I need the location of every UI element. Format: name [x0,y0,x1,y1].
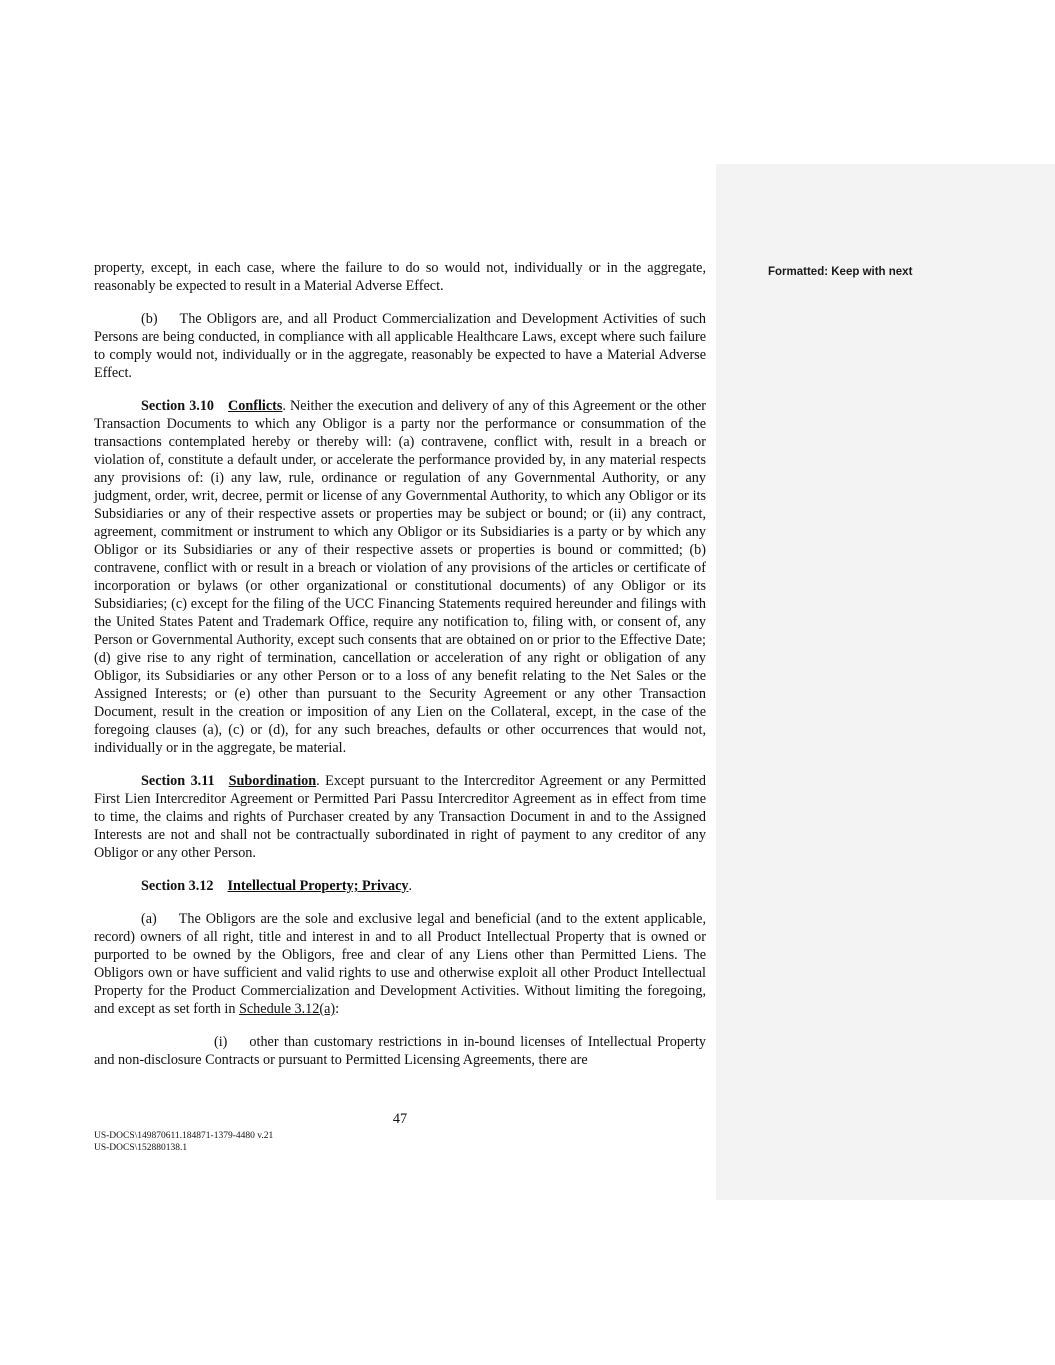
section-title: Intellectual Property; Privacy [227,878,409,894]
section-number: Section 3.12 [141,878,214,894]
section-3-10 [94,397,706,757]
section-3-12 [94,877,706,895]
clause-label: (i) [214,1034,228,1050]
footer-doc-id-1: US-DOCS\149870611.184871-1379-4480 v.21 [94,1131,274,1141]
paragraph-b [94,310,706,382]
paragraph-text: The Obligors are, and all Product Commercialization and Development Activities of such Persons are being conducted, in compliance with all applicable Healthcare Laws, except where such failure to comply would not, individually or in the aggregate, reasonably be expected to have a Material Adverse Effect. [94,311,706,381]
paragraph-text: The Obligors are the sole and exclusive legal and beneficial (and to the extent applicable, record) owners of all right, title and interest in and to all Product Intellectual Property that is owned or purported to be owned by the Obligors, free and clear of any Liens other than Permitted Liens. The Obligors own or have sufficient and valid rights to use and otherwise exploit all other Product Intellectual Property for the Product Commercialization and Development Activities. Without limiting the foregoing, and except as set forth in [94,911,706,1017]
section-3-11 [94,772,706,862]
section-title: Conflicts [228,398,283,414]
paragraph-a [94,910,706,1018]
section-text: . Except pursuant to the Intercreditor Agreement or any Permitted First Lien Intercreditor Agreement or Permitted Pari Passu Intercreditor Agreement as in effect from time to time, the claims and rights of Purchaser created by any Transaction Document in and to the Assigned Interests are not and shall not be contractually subordinated in right of payment to any creditor of any Obligor or any other Person. [94,773,706,861]
section-text: . [408,878,413,894]
document-body [94,259,706,1084]
paragraph-text: property, except, in each case, where the failure to do so would not, individually or in the aggregate, reasonably be expected to result in a Material Adverse Effect. [94,260,706,294]
section-number: Section 3.11 [141,773,215,789]
clause-label: (b) [141,311,158,327]
section-title: Subordination [228,773,317,789]
paragraph-text: other than customary restrictions in in-bound licenses of Intellectual Property and non-disclosure Contracts or pursuant to Permitted Licensing Agreements, there are [94,1034,706,1068]
comment-format-label: Formatted: Keep with next [768,266,913,278]
footer [94,1130,273,1154]
section-text: . Neither the execution and delivery of any of this Agreement or the other Transaction Documents to which any Obligor is a party nor the performance or consummation of the transactions contemplated hereby or thereby will: (a) contravene, conflict with, result in a breach or violation of, constitute a default under, or accelerate the performance provided by, in any material respects any provisions of: (i) any law, rule, ordinance or regulation of any Governmental Authority, or any judgment, order, writ, decree, permit or license of any Governmental Authority, to which any Obligor or its Subsidiaries or any of their respective assets or properties may be subject or bound; or (ii) any contract, agreement, commitment or instrument to which any Obligor or its Subsidiaries is a party or by which any Obligor or its Subsidiaries or any of their respective assets or properties is bound or committed; (b) contravene, conflict with or result in a breach or violation of any provisions of the articles or certificate of incorporation or bylaws (or other organizational or constitutional documents) of any Obligor or its Subsidiaries; (c) except for the filing of the UCC Financing Statements required hereunder and filings with the United States Patent and Trademark Office, require any notification to, filing with, or consent of, any Person or Governmental Authority, except such consents that are obtained on or prior to the Effective Date; (d) give rise to any right of termination, cancellation or acceleration of any right or obligation of any Obligor, its Subsidiaries or any other Person or to a loss of any benefit relating to the Net Sales or the Assigned Interests; or (e) other than pursuant to the Security Agreement or any other Transaction Document, result in the creation or imposition of any Lien on the Collateral, except, in the case of the foregoing clauses (a), (c) or (d), for any such breaches, defaults or other occurrences that would not, individually or in the aggregate, be material. [94,398,706,756]
paragraph-i [94,1033,706,1069]
paragraph-property [94,259,706,295]
paragraph-text-end: : [335,1001,340,1017]
comment-pane [716,164,1055,1200]
section-number: Section 3.10 [141,398,215,414]
page-number: 47 [392,1111,408,1127]
schedule-reference: Schedule 3.12(a) [238,1001,336,1017]
clause-label: (a) [141,911,157,927]
footer-doc-id-2: US-DOCS\152880138.1 [94,1143,188,1153]
